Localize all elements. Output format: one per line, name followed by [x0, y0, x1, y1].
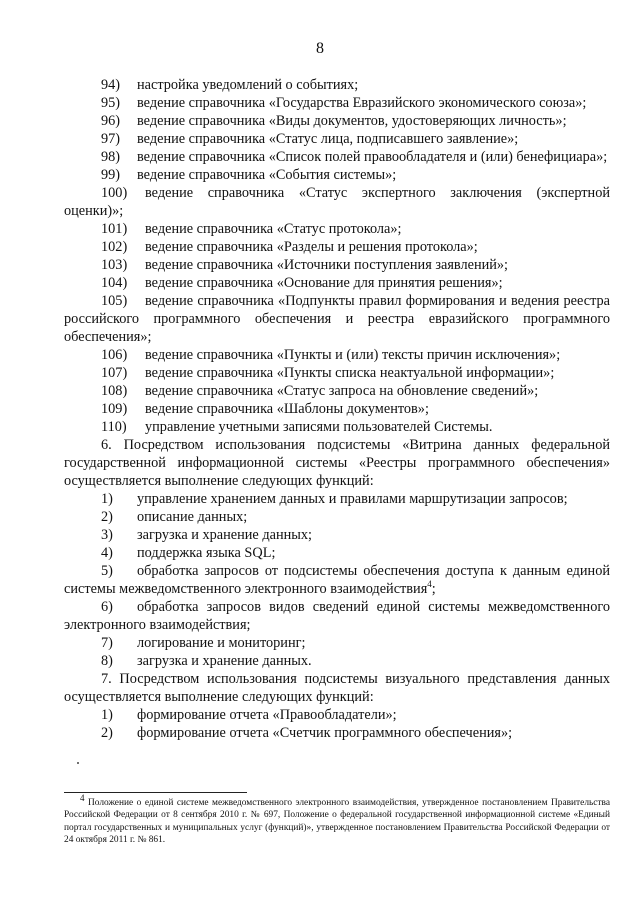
list-item [64, 94, 610, 112]
list-item [64, 562, 610, 598]
page-number: 8 [316, 40, 324, 57]
item-number: 104) [101, 275, 128, 291]
list-item [64, 112, 610, 130]
item-text: ведение справочника «Источники поступления заявлений»; [145, 257, 509, 273]
footnote-text: Положение о единой системе межведомственного электронного взаимодействия, утвержденное постановлением Правительства Российской Федерации от 8 сентября 2010 г. № 697, Положение о федеральной государственной информационной системе «Единый портал государственных и муниципальных услуг (функций)», утвержденное постановлением Правительства Российской Федерации от 24 октября 2011 г. № 861. [64, 798, 610, 845]
item-number: 109) [101, 401, 128, 417]
item-text: поддержка языка SQL; [137, 545, 276, 561]
item-text: ведение справочника «Пункты и (или) тексты причин исключения»; [145, 347, 561, 363]
list-item [64, 364, 610, 382]
list-item [64, 706, 610, 724]
item-text: ведение справочника «Разделы и решения протокола»; [145, 239, 478, 255]
item-number: 108) [101, 383, 128, 399]
item-number: 1) [101, 491, 113, 507]
item-number: 7) [101, 635, 113, 651]
list-item [64, 166, 610, 184]
list-item [64, 292, 610, 346]
item-text: обработка запросов видов сведений единой системы межведомственного электронного взаимодействия; [64, 599, 610, 633]
item-number: 98) [101, 149, 121, 165]
item-text: ведение справочника «Государства Евразийского экономического союза»; [137, 95, 587, 111]
list-item [64, 382, 610, 400]
item-number: 8) [101, 653, 113, 669]
list-item [64, 634, 610, 652]
item-text-tail: ; [431, 581, 436, 597]
item-number: 6) [101, 599, 113, 615]
item-text: ведение справочника «Подпункты правил формирования и ведения реестра российского программного обеспечения и реестра евразийского программного обеспечения»; [64, 293, 610, 345]
item-number: 97) [101, 131, 121, 147]
footnote [64, 792, 610, 846]
item-number: 102) [101, 239, 128, 255]
item-text: ведение справочника «Список полей правообладателя и (или) бенефициара»; [137, 149, 608, 165]
item-text: логирование и мониторинг; [137, 635, 306, 651]
item-number: 107) [101, 365, 128, 381]
item-text: загрузка и хранение данных. [137, 653, 312, 669]
list-item [64, 490, 610, 508]
item-text: ведение справочника «Виды документов, удостоверяющих личность»; [137, 113, 567, 129]
item-number: 110) [101, 419, 127, 435]
item-text: ведение справочника «Статус лица, подписавшего заявление»; [137, 131, 519, 147]
item-number: 5) [101, 563, 113, 579]
scan-speck [77, 762, 79, 764]
item-text: управление учетными записями пользователей Системы. [145, 419, 493, 435]
item-number: 3) [101, 527, 113, 543]
item-text: управление хранением данных и правилами маршрутизации запросов; [137, 491, 568, 507]
list-item [64, 76, 610, 94]
item-number: 1) [101, 707, 113, 723]
item-number: 94) [101, 77, 121, 93]
item-text: загрузка и хранение данных; [137, 527, 312, 543]
document-body [64, 76, 610, 742]
list-item [64, 724, 610, 742]
item-text: настройка уведомлений о событиях; [137, 77, 359, 93]
list-item [64, 598, 610, 634]
footnote-marker: 4 [80, 792, 85, 803]
list-item [64, 220, 610, 238]
section-6-intro: 6. Посредством использования подсистемы «Витрина данных федеральной государственной информационной системы «Реестры программного обеспечения» осуществляется выполнение следующих функций: [64, 437, 610, 489]
list-item [64, 256, 610, 274]
list-item [64, 130, 610, 148]
list-item [64, 652, 610, 670]
item-text: обработка запросов от подсистемы обеспечения доступа к данным единой системы межведомственного электронного взаимодействия [64, 563, 610, 597]
item-text: ведение справочника «Статус запроса на обновление сведений»; [145, 383, 539, 399]
item-text: ведение справочника «Статус экспертного заключения (экспертной оценки)»; [64, 185, 610, 219]
list-item [64, 346, 610, 364]
item-text: ведение справочника «Пункты списка неактуальной информации»; [145, 365, 555, 381]
list-item [64, 526, 610, 544]
item-number: 2) [101, 509, 113, 525]
item-number: 2) [101, 725, 113, 741]
item-number: 95) [101, 95, 121, 111]
item-text: формирование отчета «Счетчик программного обеспечения»; [137, 725, 513, 741]
list-item [64, 400, 610, 418]
item-text: формирование отчета «Правообладатели»; [137, 707, 397, 723]
item-number: 101) [101, 221, 128, 237]
list-item [64, 418, 610, 436]
item-number: 103) [101, 257, 128, 273]
footnote-ref: 4 [427, 579, 432, 590]
item-number: 100) [101, 185, 128, 201]
item-number: 105) [101, 293, 128, 309]
item-text: ведение справочника «Основание для принятия решения»; [145, 275, 503, 291]
item-number: 96) [101, 113, 121, 129]
section-7-intro: 7. Посредством использования подсистемы визуального представления данных осуществляется выполнение следующих функций: [64, 671, 610, 705]
list-item [64, 148, 610, 166]
list-item [64, 508, 610, 526]
item-number: 106) [101, 347, 128, 363]
list-item [64, 544, 610, 562]
item-text: ведение справочника «События системы»; [137, 167, 397, 183]
list-item [64, 238, 610, 256]
footnote-separator [64, 792, 247, 793]
list-item [64, 184, 610, 220]
item-text: ведение справочника «Шаблоны документов»; [145, 401, 429, 417]
list-item [64, 274, 610, 292]
item-text: ведение справочника «Статус протокола»; [145, 221, 402, 237]
item-text: описание данных; [137, 509, 248, 525]
item-number: 99) [101, 167, 121, 183]
item-number: 4) [101, 545, 113, 561]
